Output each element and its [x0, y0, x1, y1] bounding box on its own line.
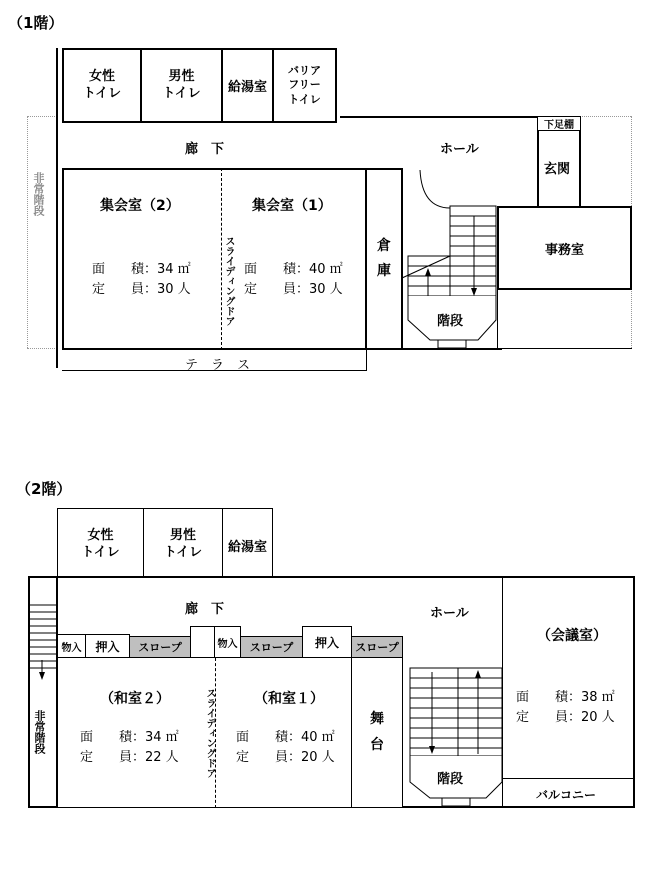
meeting-room-2-title: 集会室（2） [100, 198, 180, 214]
office-1f: 事務室 [497, 206, 632, 290]
slope-b-2f: スロープ [240, 636, 303, 658]
outline [27, 116, 57, 117]
stairs-label-1f: 階段 [437, 314, 464, 329]
terrace-1f: テ ラ ス [185, 358, 251, 373]
stairs-label-2f: 階段 [437, 772, 464, 787]
storage-a-2f: 物入 [57, 634, 86, 658]
women-toilet-1f: 女性 トイレ [62, 48, 142, 123]
stage-2f: 舞 台 [351, 657, 403, 808]
sliding-door-label-1f: スライディングドア [223, 236, 234, 326]
wall [502, 778, 634, 779]
balcony-2f: バルコニー [536, 788, 597, 802]
slope-a-2f: スロープ [129, 636, 191, 658]
wall [502, 576, 503, 808]
corridor-2f: 廊 下 [185, 602, 225, 617]
emergency-stairs-2f [28, 600, 58, 810]
washitsu-1-info: 面 積：40 ㎡ 定 員：20 人 [236, 730, 335, 766]
wall [497, 348, 632, 349]
floor2-title: （2階） [16, 480, 72, 498]
emergency-stairs-label-2f: 非常階段 [33, 710, 46, 754]
closet-a-2f: 押入 [85, 634, 130, 658]
washitsu-1-title: （和室１） [254, 691, 324, 707]
men-toilet-1f: 男性 トイレ [140, 48, 223, 123]
kitchenette-2f: 給湯室 [222, 508, 273, 582]
corridor-1f: 廊 下 [185, 142, 225, 157]
meeting-room-1-info: 面 積：40 ㎡ 定 員：30 人 [244, 262, 343, 298]
outline [580, 116, 631, 117]
hall-1f: ホール [440, 142, 479, 157]
stairs-1f [400, 160, 510, 360]
washitsu-2-title: （和室２） [100, 691, 170, 707]
women-toilet-2f: 女性 トイレ [57, 508, 144, 582]
kitchenette-1f: 給湯室 [221, 48, 274, 123]
floor1-title: （1階） [8, 14, 64, 32]
barrier-free-toilet-1f: バリア フリー トイレ [272, 48, 337, 123]
closet-b-2f: 押入 [302, 626, 352, 658]
shoe-rack-1f: 下足棚 [537, 116, 581, 131]
meeting-room-1-title: 集会室（1） [252, 198, 332, 214]
entrance-label-1f: 玄関 [544, 162, 571, 177]
sliding-door-label-2f: スライディングドア [204, 688, 215, 778]
conference-info: 面 積：38 ㎡ 定 員：20 人 [516, 690, 615, 726]
meeting-room-2-info: 面 積：34 ㎡ 定 員：30 人 [92, 262, 191, 298]
slope-c-2f: スロープ [351, 636, 403, 658]
washitsu-2-info: 面 積：34 ㎡ 定 員：22 人 [80, 730, 179, 766]
terrace-line [366, 348, 367, 370]
outline [27, 348, 57, 349]
conference-title: （会議室） [537, 628, 607, 644]
emergency-stairs-label: 非常階段 [32, 172, 45, 216]
storage-b-2f: 物入 [214, 626, 241, 658]
wall [56, 48, 58, 368]
closet-blank-2f [190, 626, 215, 658]
stairs-2f [406, 662, 506, 812]
hall-2f: ホール [430, 606, 469, 621]
outline [27, 116, 28, 348]
men-toilet-2f: 男性 トイレ [143, 508, 223, 582]
storage-1f: 倉 庫 [365, 168, 403, 350]
